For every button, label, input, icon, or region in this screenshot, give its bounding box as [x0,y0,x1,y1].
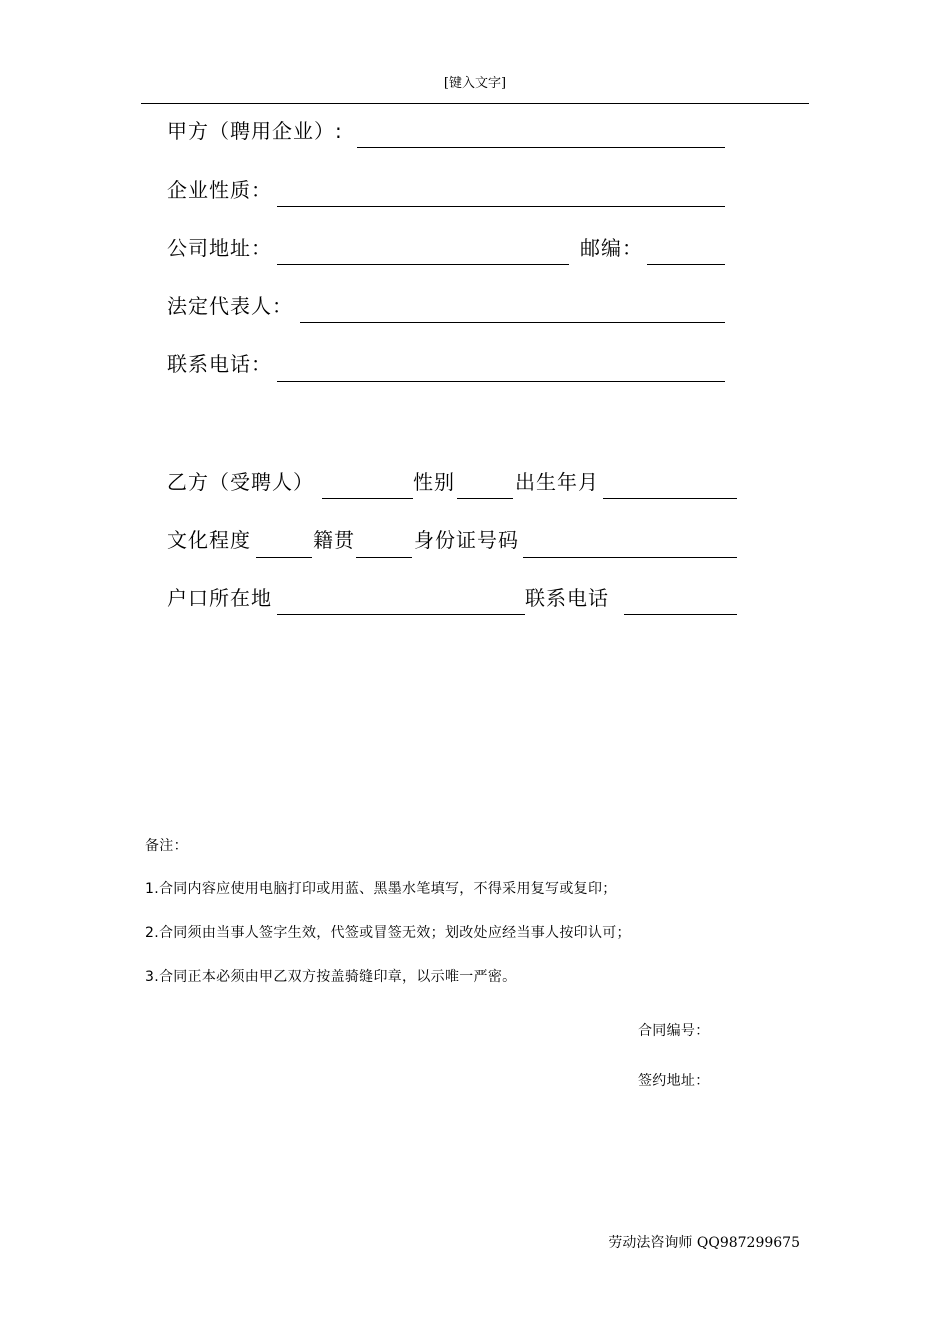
nature-field[interactable] [277,206,725,207]
page-header: [键入文字] [443,76,507,91]
birth-label: 出生年月 [515,470,599,494]
address-field[interactable] [277,264,569,265]
note-item: 2.合同须由当事人签字生效，代签或冒签无效；划改处应经当事人按印认可； [145,925,631,941]
birth-field[interactable] [603,498,737,499]
employer-field[interactable] [357,147,725,148]
postcode-label: 邮编： [580,236,643,260]
legal-rep-label: 法定代表人： [167,294,293,318]
party-b-phone-label: 联系电话 [525,586,609,610]
legal-rep-field[interactable] [300,322,725,323]
id-number-field[interactable] [523,557,737,558]
note-item: 3.合同正本必须由甲乙双方按盖骑缝印章，以示唯一严密。 [145,969,517,985]
gender-field[interactable] [457,498,513,499]
education-field[interactable] [256,557,312,558]
party-a-phone-label: 联系电话： [167,352,272,376]
page-footer: 劳动法咨询师 QQ987299675 [608,1235,800,1251]
native-place-field[interactable] [356,557,412,558]
employee-label: 乙方（受聘人） [167,470,314,494]
party-a-phone-field[interactable] [277,381,725,382]
hukou-field[interactable] [277,614,525,615]
sign-place-label: 签约地址： [638,1073,710,1089]
gender-label: 性别 [413,470,455,494]
contract-number-label: 合同编号： [638,1023,710,1039]
hukou-label: 户口所在地 [167,586,272,610]
employee-name-field[interactable] [322,498,413,499]
note-item: 1.合同内容应使用电脑打印或用蓝、黑墨水笔填写，不得采用复写或复印； [145,881,617,897]
id-number-label: 身份证号码 [414,528,519,552]
notes-title: 备注： [145,838,188,854]
native-place-label: 籍贯 [313,528,355,552]
employer-label: 甲方（聘用企业）: [167,119,343,143]
education-label: 文化程度 [167,528,251,552]
address-label: 公司地址： [167,236,272,260]
header-rule [141,103,809,104]
party-b-phone-field[interactable] [624,614,737,615]
postcode-field[interactable] [647,264,725,265]
nature-label: 企业性质： [167,178,272,202]
